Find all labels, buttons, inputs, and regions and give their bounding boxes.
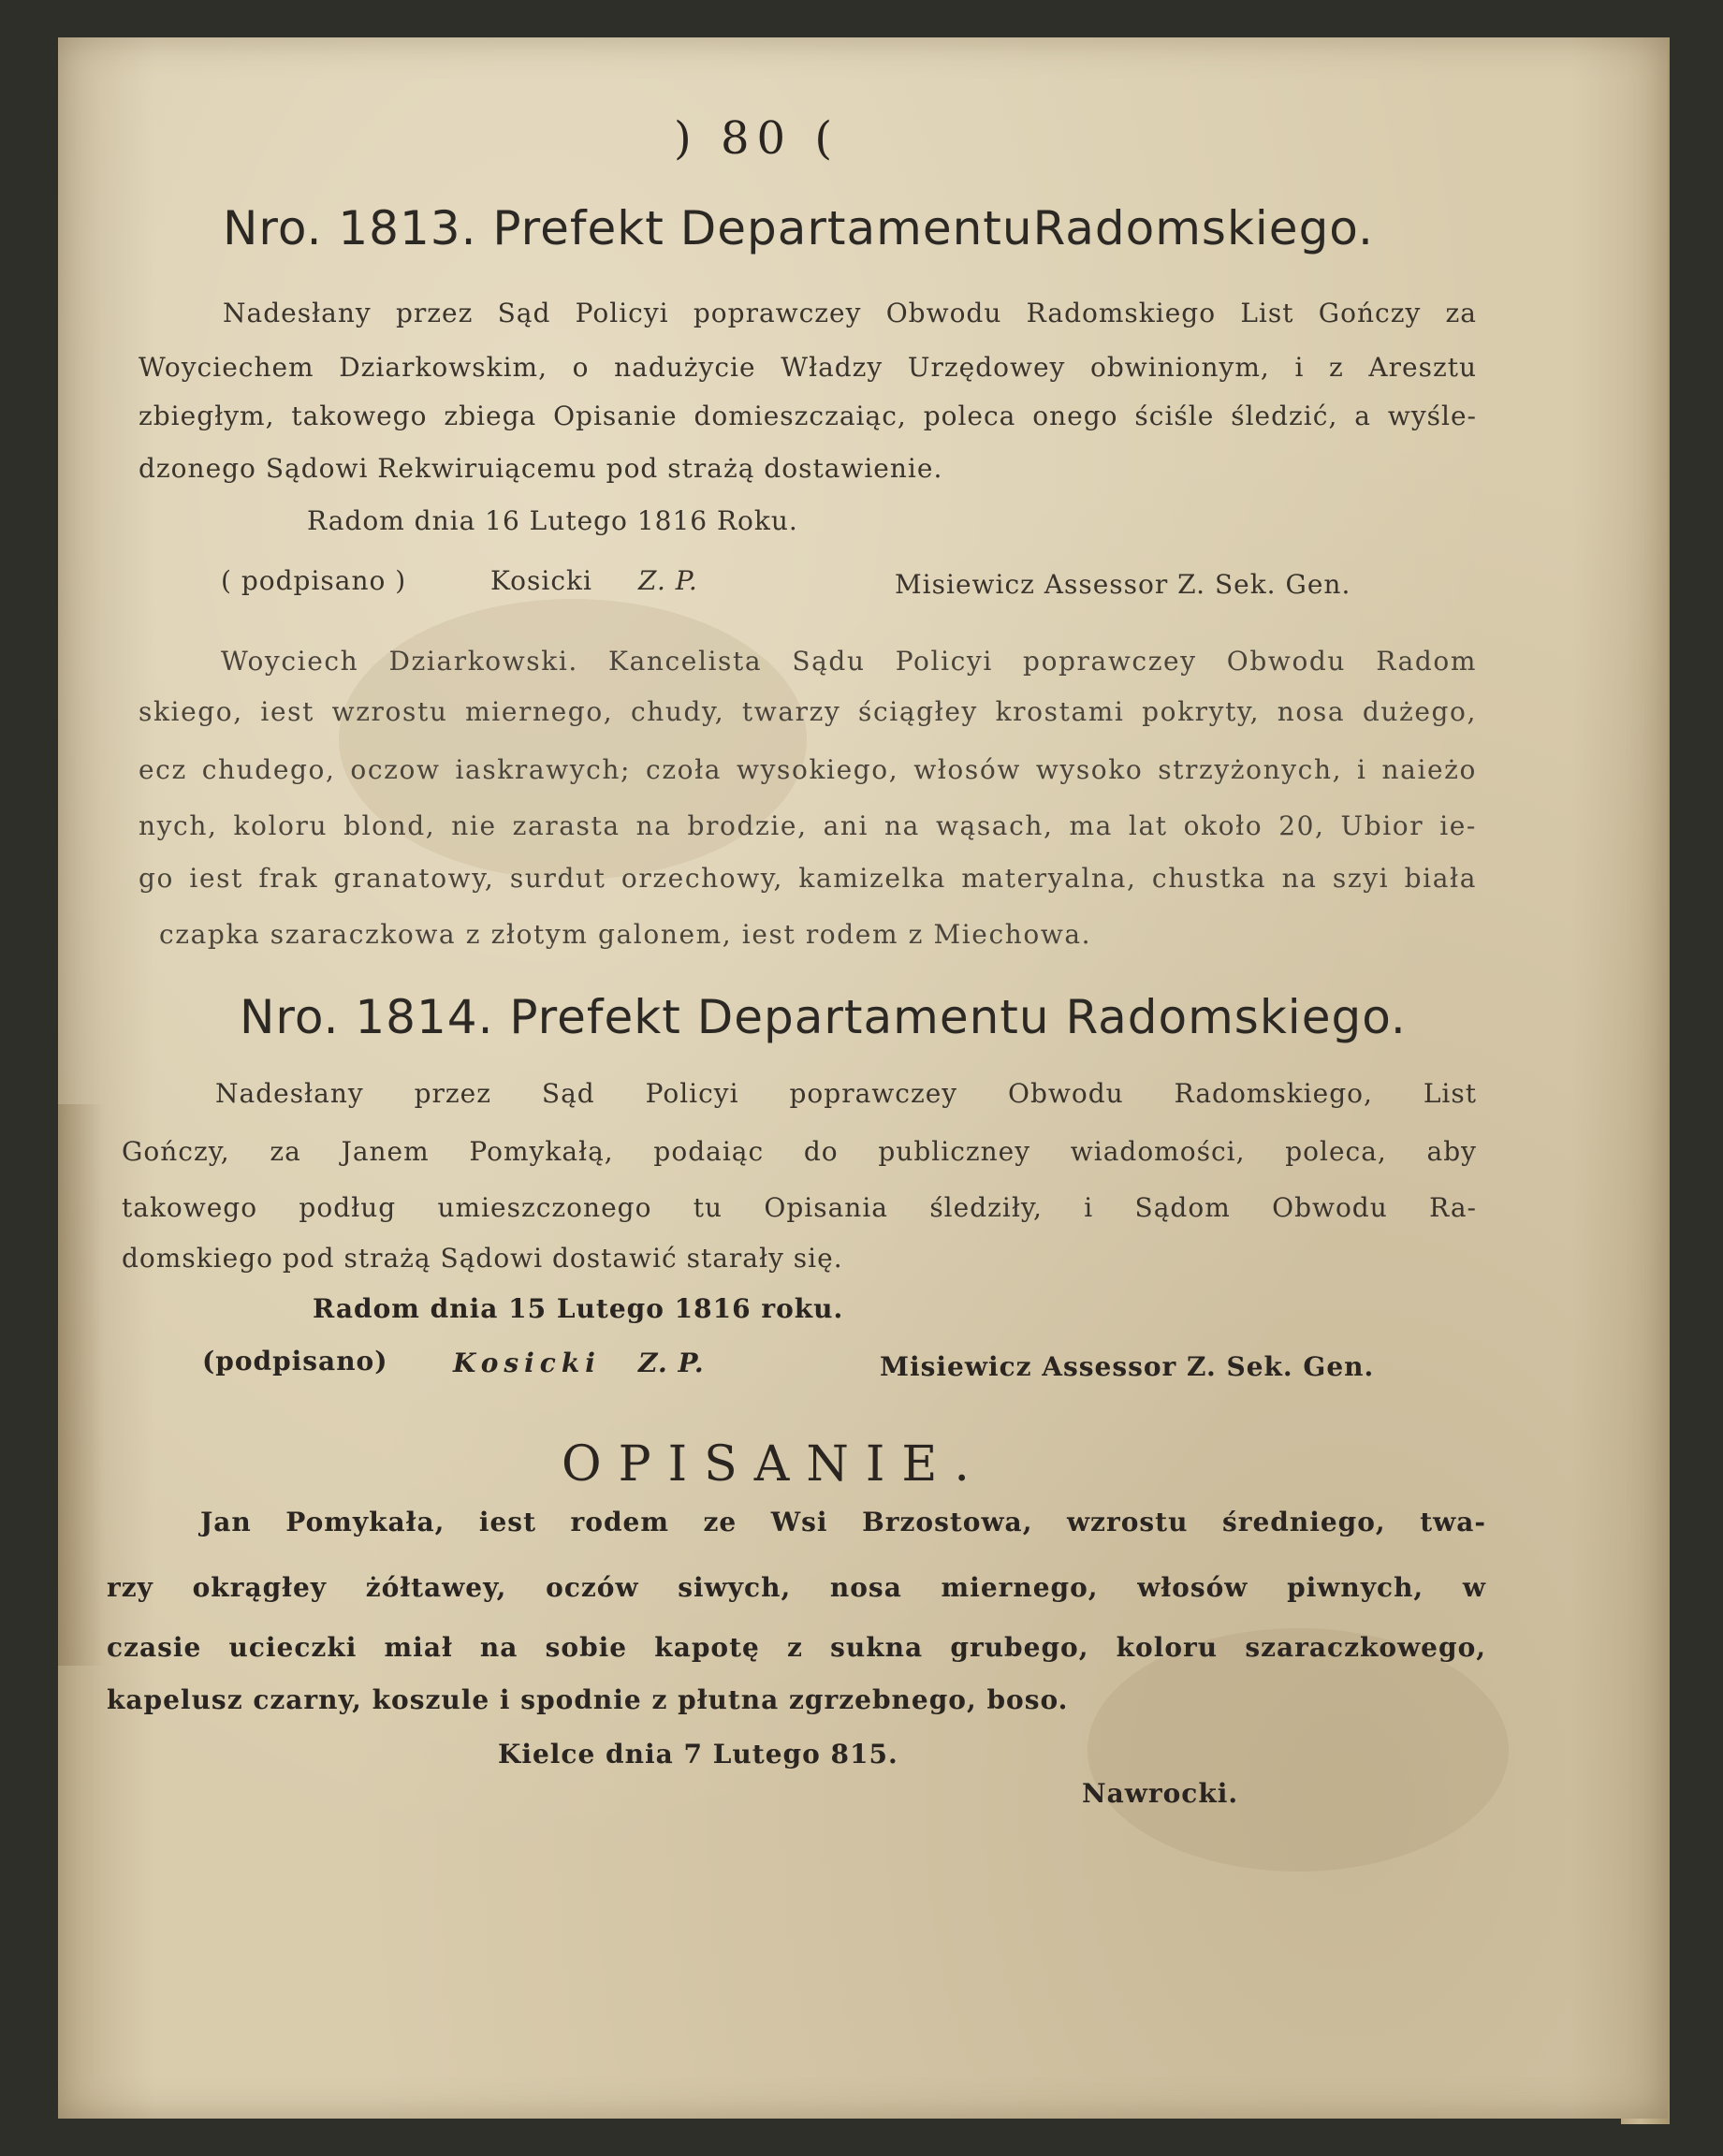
- entry-1814-body-line: Nadesłany przez Sąd Policyi poprawczey Obwodu Radomskiego, List: [215, 1078, 1477, 1109]
- signer-title: Z. P.: [638, 565, 698, 596]
- entry-1814-body-line: takowego podług umieszczonego tu Opisania śledziły, i Sądom Obwodu Ra-: [122, 1192, 1477, 1223]
- entry-1813-description-line: nych, koloru blond, nie zarasta na brodzie, ani na wąsach, ma lat około 20, Ubior ie-: [139, 810, 1477, 841]
- opisanie-title: OPISANIE.: [562, 1436, 986, 1493]
- opisanie-line: Jan Pomykała, iest rodem ze Wsi Brzostowa, wzrostu średniego, twa-: [200, 1507, 1486, 1537]
- opisanie-line: rzy okrągłey żółtawey, oczów siwych, nosa miernego, włosów piwnych, w: [107, 1572, 1486, 1603]
- opisanie-line: kapelusz czarny, koszule i spodnie z płutna zgrzebnego, boso.: [107, 1684, 1069, 1715]
- entry-1813-body-line: Woyciechem Dziarkowskim, o nadużycie Władzy Urzędowey obwinionym, i z Aresztu: [139, 352, 1477, 383]
- opisanie-signer: Nawrocki.: [1082, 1778, 1239, 1809]
- paper-stain: [1088, 1628, 1509, 1872]
- entry-1813-description-line: go iest frak granatowy, surdut orzechowy, kamizelka materyalna, chustka na szyi biała: [139, 863, 1477, 894]
- paper-fold-shadow: [58, 1104, 105, 1666]
- signer-name: Misiewicz Assessor Z. Sek. Gen.: [895, 569, 1351, 600]
- signer-name: Kosicki: [453, 1348, 601, 1378]
- entry-1813-body-line: Nadesłany przez Sąd Policyi poprawczey Obwodu Radomskiego List Gończy za: [223, 298, 1477, 328]
- signed-label: ( podpisano ): [221, 565, 407, 596]
- entry-1813-description-line: ecz chudego, oczow iaskrawych; czoła wysokiego, włosów wysoko strzyżonych, i naieżo: [139, 754, 1477, 785]
- signer-name: Misiewicz Assessor Z. Sek. Gen.: [880, 1351, 1375, 1382]
- signer-title: Z. P.: [638, 1348, 705, 1378]
- entry-1813-body-line: zbiegłym, takowego zbiega Opisanie domieszczaiąc, poleca onego ściśle śledzić, a wyśle-: [139, 401, 1477, 431]
- entry-1813-description-line: Woyciech Dziarkowski. Kancelista Sądu Policyi poprawczey Obwodu Radom: [221, 646, 1477, 677]
- signed-label: (podpisano): [202, 1346, 388, 1377]
- entry-1814-body-line: domskiego pod strażą Sądowi dostawić starały się.: [122, 1243, 843, 1274]
- entry-1813-description-line: skiego, iest wzrostu miernego, chudy, twarzy ściągłey krostami pokryty, nosa dużego,: [139, 696, 1477, 727]
- page-number: ) 80 (: [674, 112, 840, 165]
- entry-1814-heading: Nro. 1814. Prefekt Departamentu Radomskiego.: [240, 990, 1407, 1044]
- entry-1813-date: Radom dnia 16 Lutego 1816 Roku.: [307, 505, 798, 536]
- opisanie-date: Kielce dnia 7 Lutego 815.: [498, 1739, 898, 1770]
- opisanie-line: czasie ucieczki miał na sobie kapotę z sukna grubego, koloru szaraczkowego,: [107, 1632, 1486, 1663]
- entry-1814-date: Radom dnia 15 Lutego 1816 roku.: [313, 1293, 844, 1324]
- entry-1813-description-line: czapka szaraczkowa z złotym galonem, iest rodem z Miechowa.: [159, 919, 1092, 950]
- entry-1814-body-line: Gończy, za Janem Pomykałą, podaiąc do publiczney wiadomości, poleca, aby: [122, 1136, 1477, 1167]
- entry-1813-heading: Nro. 1813. Prefekt DepartamentuRadomskiego.: [223, 201, 1374, 255]
- entry-1813-body-line: dzonego Sądowi Rekwiruiącemu pod strażą dostawienie.: [139, 453, 943, 484]
- signer-name: Kosicki: [490, 565, 592, 596]
